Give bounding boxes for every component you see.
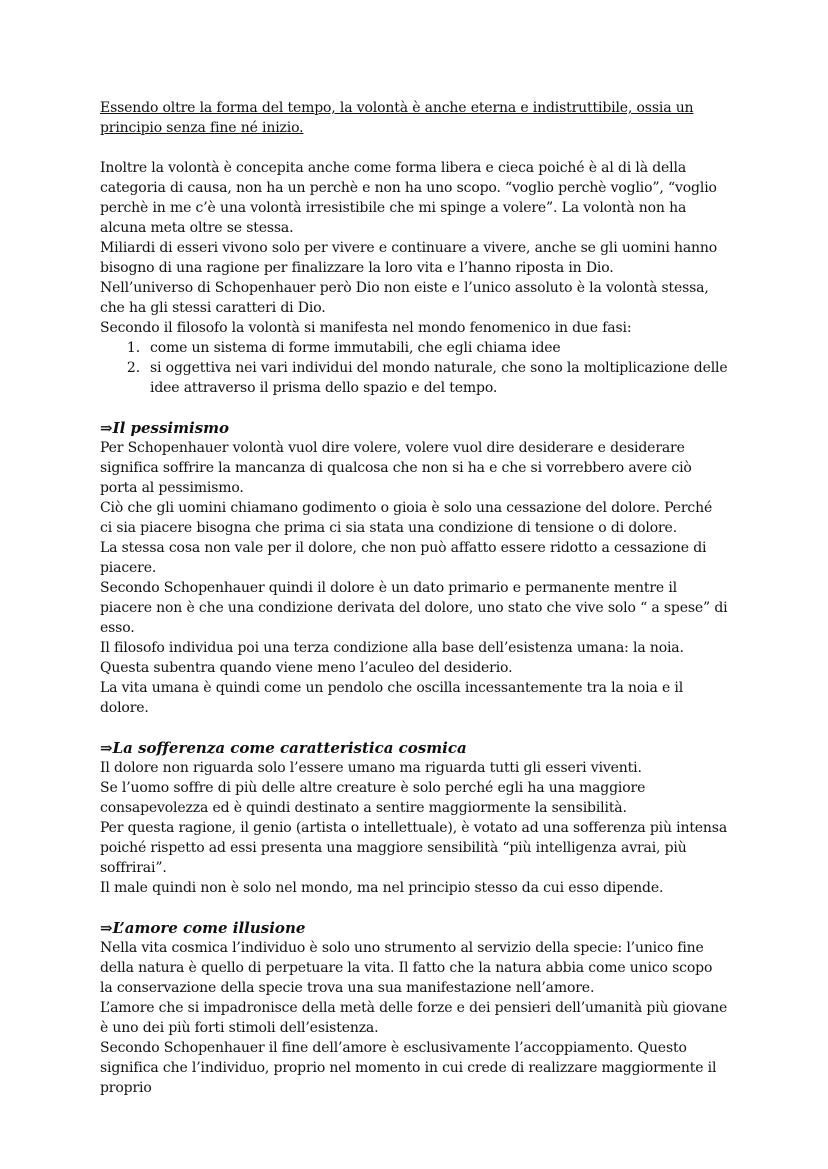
intro-underlined-statement: Essendo oltre la forma del tempo, la volontà è anche eterna e indistruttibile, ossia un principio senza fine né inizio. (100, 100, 694, 136)
section-paragraph: La stessa cosa non vale per il dolore, che non può affatto essere ridotto a cessazione di piacere. (100, 540, 707, 576)
spacer (100, 138, 728, 158)
intro-paragraph: Miliardi di esseri vivono solo per vivere e continuare a vivere, anche se gli uomini hanno bisogno di una ragione per finalizzare la loro vita e l’hanno riposta in Dio. (100, 240, 718, 276)
section-title: Il pessimismo (112, 419, 230, 437)
section-paragraph: Secondo Schopenhauer quindi il dolore è un dato primario e permanente mentre il piacere non è che una condizione derivata del dolore, uno stato che vive solo “ a spese” di esso. (100, 580, 728, 636)
arrow-icon: ⇒ (100, 739, 113, 757)
section-paragraph: Il male quindi non è solo nel mondo, ma nel principio stesso da cui esso dipende. (100, 880, 664, 896)
section-paragraph: La vita umana è quindi come un pendolo che oscilla incessantemente tra la noia e il dolore. (100, 680, 684, 716)
phases-list-item: si oggettiva nei vari individui del mondo naturale, che sono la moltiplicazione delle idee attraverso il prisma dello spazio e del tempo. (150, 360, 728, 396)
phases-list-item: come un sistema di forme immutabili, che egli chiama idee (150, 340, 561, 356)
section-paragraph: L’amore che si impadronisce della metà delle forze e dei pensieri dell’umanità più giovane è uno dei più forti stimoli dell’esistenza. (100, 1000, 728, 1036)
arrow-icon: ⇒ (100, 419, 113, 437)
spacer (100, 898, 728, 918)
section-heading-sofferenza (100, 738, 728, 758)
section-paragraph: Ciò che gli uomini chiamano godimento o gioia è solo una cessazione del dolore. Perché ci sia piacere bisogna che prima ci sia stata una condizione di tensione o di dolore. (100, 500, 713, 536)
section-heading-pessimismo (100, 418, 728, 438)
phases-list (100, 338, 728, 398)
section-paragraph: Il dolore non riguarda solo l’essere umano ma riguarda tutti gli esseri viventi. (100, 760, 642, 776)
section-title: L’amore come illusione (112, 919, 306, 937)
section-paragraph: Per questa ragione, il genio (artista o intellettuale), è votato ad una sofferenza più intensa poiché rispetto ad essi presenta una maggiore sensibilità “più intelligenza avrai, più soffrirai”. (100, 820, 728, 876)
section-paragraph: Per Schopenhauer volontà vuol dire volere, volere vuol dire desiderare e desiderare significa soffrire la mancanza di qualcosa che non si ha e che si vorrebbero avere ciò porta al pessimismo. (100, 440, 692, 496)
arrow-icon: ⇒ (100, 919, 113, 937)
spacer (100, 398, 728, 418)
section-heading-amore (100, 918, 728, 938)
section-paragraph: Nella vita cosmica l’individuo è solo uno strumento al servizio della specie: l’unico fine della natura è quello di perpetuare la vita. Il fatto che la natura abbia come unico scopo la conservazione della specie trova una sua manifestazione nell’amore. (100, 940, 713, 996)
intro-paragraph: Secondo il filosofo la volontà si manifesta nel mondo fenomenico in due fasi: (100, 320, 632, 336)
section-paragraph: Il filosofo individua poi una terza condizione alla base dell’esistenza umana: la noia. Questa subentra quando viene meno l’aculeo del desiderio. (100, 640, 684, 676)
intro-paragraph: Inoltre la volontà è concepita anche come forma libera e cieca poiché è al di là della categoria di causa, non ha un perchè e non ha uno scopo. “voglio perchè voglio”, “voglio perchè in me c’è una volontà irresistibile che mi spinge a volere”. La volontà non ha alcuna meta oltre se stessa. (100, 160, 717, 236)
intro-paragraph: Nell’universo di Schopenhauer però Dio non eiste e l’unico assoluto è la volontà stessa, che ha gli stessi caratteri di Dio. (100, 280, 709, 316)
section-paragraph: Se l’uomo soffre di più delle altre creature è solo perché egli ha una maggiore consapevolezza ed è quindi destinato a sentire maggiormente la sensibilità. (100, 780, 646, 816)
spacer (100, 718, 728, 738)
section-paragraph: Secondo Schopenhauer il fine dell’amore è esclusivamente l’accoppiamento. Questo significa che l’individuo, proprio nel momento in cui crede di realizzare maggiormente il proprio (100, 1040, 717, 1096)
section-title: La sofferenza come caratteristica cosmica (112, 739, 467, 757)
